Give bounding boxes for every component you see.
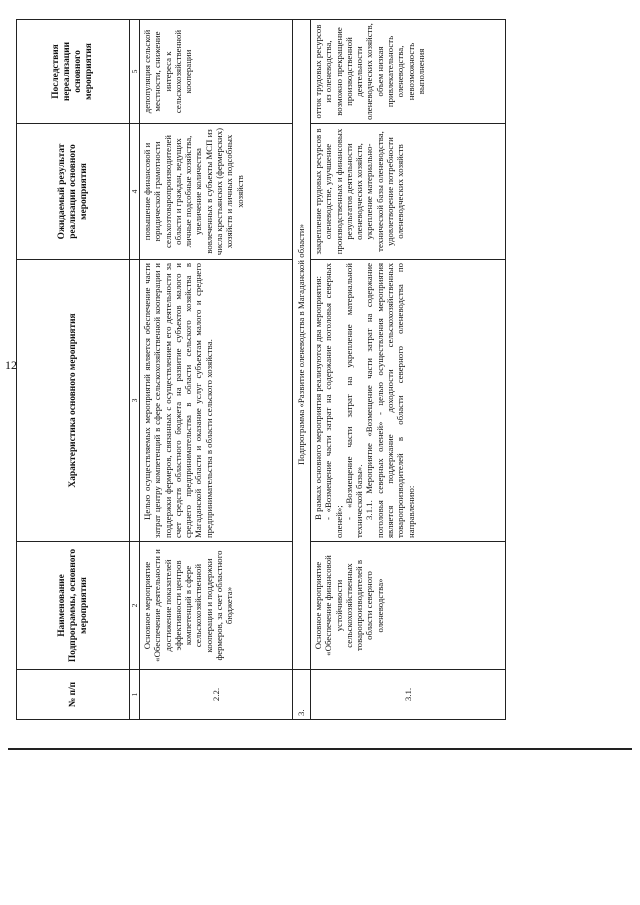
- row-characteristic: Целью осуществляемых мероприятий является обеспечение части затрат центру компетенций в сфере сельскохозяйственной кооперации и поддержки фермеров, связанных с осуществлением его деятельности за счет средств областного бюджета на развитие субъектов малого и среднего предпринимательства в области сельского хозяйства в Магаданской области и оказание услуг субъектам малого и среднего предпринимательства в области сельского хозяйства.: [140, 260, 293, 542]
- row-result: повышение финансовой и юридической грамотности сельхозтоваропроизводителей области и граждан, ведущих личные подсобные хозяйства, увеличение количества вовлеченных в субъекты МСП из числа крестьянских (фермерских) хозяйств и личных подсобных хозяйств: [140, 124, 293, 260]
- column-number: 2: [130, 542, 140, 670]
- subprogram-row: [293, 20, 311, 720]
- rotated-landscape-table: [5, 20, 626, 720]
- bottom-rule: [8, 748, 632, 750]
- row-characteristic: [311, 260, 506, 542]
- row-result: закрепление трудовых ресурсов в оленеводстве, улучшение производственных и финансовых результатов деятельности оленеводческих хозяйств, укрепление материально-технической базы оленеводства, удовлетворение потребности оленеводческих хозяйств: [311, 124, 506, 260]
- row-name: Основное мероприятие «Обеспечение финансовой устойчивости сельскохозяйственных товаропроизводителей в области северного оленеводства»: [311, 542, 506, 670]
- header-name: Наименование Подпрограммы, основного мероприятия: [17, 542, 130, 670]
- column-number: 4: [130, 124, 140, 260]
- header-num: № п/п: [17, 670, 130, 720]
- section-title: Подпрограмма «Развитие оленеводства в Магаданской области»: [293, 20, 311, 670]
- characteristic-intro: В рамках основного мероприятия реализуются два мероприятия:: [313, 276, 323, 520]
- characteristic-detail: 3.1.1. Мероприятие «Возмещение части затрат на содержание поголовья северных оленей» - целью осуществления мероприятия является поддержание доходности сельскохозяйственных товаропроизводителей в области северного оленеводства по направлению:: [364, 263, 416, 538]
- page-number: 12: [5, 358, 17, 372]
- header-result: Ожидаемый результат реализации основного мероприятия: [17, 124, 130, 260]
- table-header-row: [17, 20, 130, 720]
- characteristic-item: - «Возмещение части затрат на укрепление материальной технической базы».: [343, 263, 365, 538]
- column-number-row: [130, 20, 140, 720]
- table-row: [140, 20, 293, 720]
- row-num: 2.2.: [140, 670, 293, 720]
- row-name: Основное мероприятие «Обеспечение деятельности и достижение показателей эффективности центров компетенций в сфере сельскохозяйственной кооперации и поддержки фермеров, за счет областного бюджета»: [140, 542, 293, 670]
- row-consequences: отток трудовых ресурсов из оленеводства, возможно прекращение производственной деятельности оленеводческих хозяйств, объем низкая привлекательность оленеводства, невозможность выполнения: [311, 20, 506, 124]
- header-characteristic: Характеристика основного мероприятия: [17, 260, 130, 542]
- column-number: 1: [130, 670, 140, 720]
- row-consequences: депопуляция сельской местности, снижение интереса к сельскохозяйственной кооперации: [140, 20, 293, 124]
- column-number: 5: [130, 20, 140, 124]
- table-row: [311, 20, 506, 720]
- row-num: 3.1.: [311, 670, 506, 720]
- section-num: 3.: [293, 670, 311, 720]
- program-measures-table: [16, 19, 506, 720]
- header-consequences: Последствия нереализации основного мероприятия: [17, 20, 130, 124]
- characteristic-item: - «Возмещение части затрат на содержание поголовья северных оленей»;: [323, 263, 344, 538]
- column-number: 3: [130, 260, 140, 542]
